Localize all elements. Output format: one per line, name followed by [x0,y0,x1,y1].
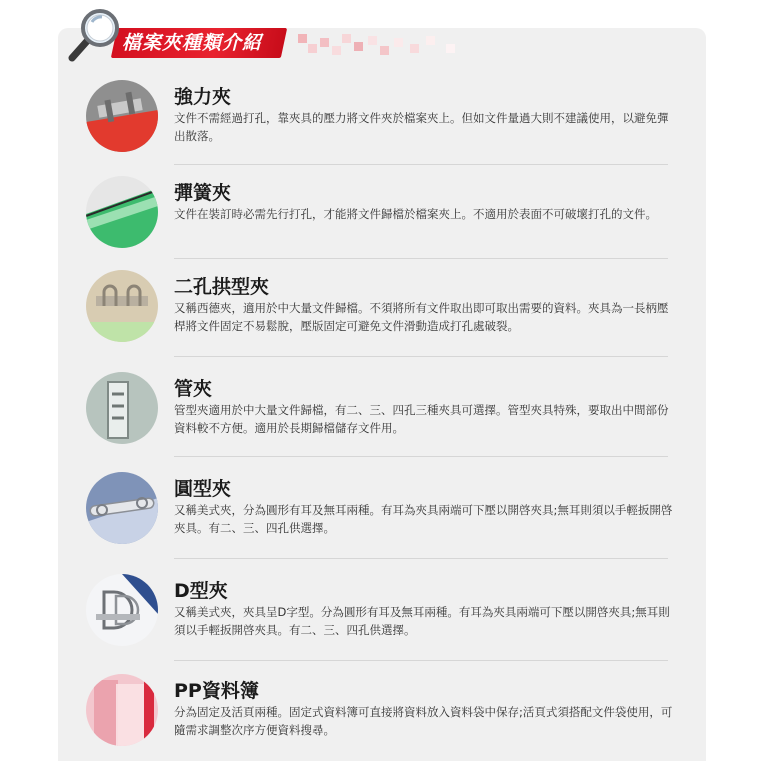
list-item [86,176,686,266]
item-description: 文件不需經過打孔，靠夾具的壓力將文件夾於檔案夾上。但如文件量過大則不建議使用，以避免彈出散落。 [174,111,669,143]
d-ring-clip-image [86,574,158,646]
item-description: 又稱西德夾，適用於中大量文件歸檔。不須將所有文件取出即可取出需要的資料。夾具為一長柄壓桿將文件固定不易鬆脫，壓版固定可避免文件滑動造成打孔處破裂。 [174,301,669,333]
section-header [66,6,426,56]
page-title: 檔案夾種類介紹 [122,32,263,54]
item-description: 分為固定及活頁兩種。固定式資料簿可直接將資料放入資料袋中保存;活頁式須搭配文件袋使用，可隨需求調整次序方便資料搜尋。 [174,705,673,737]
pp-document-book-image [86,674,158,746]
divider [174,660,668,661]
divider [174,558,668,559]
divider [174,356,668,357]
divider [174,456,668,457]
item-name: 圓型夾 [174,478,232,500]
list-item [86,270,686,360]
list-item [86,80,686,170]
decorative-pattern [298,32,478,60]
list-item [86,574,686,664]
divider [174,258,668,259]
item-name: PP資料簿 [174,680,259,702]
spring-clip-image [86,176,158,248]
lever-arch-clip-image [86,270,158,342]
list-item [86,472,686,562]
item-name: 管夾 [174,378,213,400]
list-item [86,674,686,764]
item-description: 管型夾適用於中大量文件歸檔，有二、三、四孔三種夾具可選擇。管型夾具特殊，要取出中間部份資料較不方便。適用於長期歸檔儲存文件用。 [174,403,669,435]
item-description: 文件在裝訂時必需先行打孔，才能將文件歸檔於檔案夾上。不適用於表面不可破壞打孔的文件。 [174,207,657,221]
tube-clip-image [86,372,158,444]
item-name: 二孔拱型夾 [174,276,270,298]
item-name: 彈簧夾 [174,182,232,204]
item-description: 又稱美式夾，夾具呈D字型。分為圓形有耳及無耳兩種。有耳為夾具兩端可下壓以開啓夾具;無耳則須以手輕扳開啓夾具。有二、三、四孔供選擇。 [174,605,670,637]
list-item [86,372,686,462]
item-name: D型夾 [174,580,228,602]
item-name: 強力夾 [174,86,232,108]
item-description: 又稱美式夾，分為圓形有耳及無耳兩種。有耳為夾具兩端可下壓以開啓夾具;無耳則須以手輕扳開啓夾具。有二、三、四孔供選擇。 [174,503,673,535]
strong-clip-image [86,80,158,152]
divider [174,164,668,165]
magnifier-icon [66,6,124,64]
round-ring-clip-image [86,472,158,544]
